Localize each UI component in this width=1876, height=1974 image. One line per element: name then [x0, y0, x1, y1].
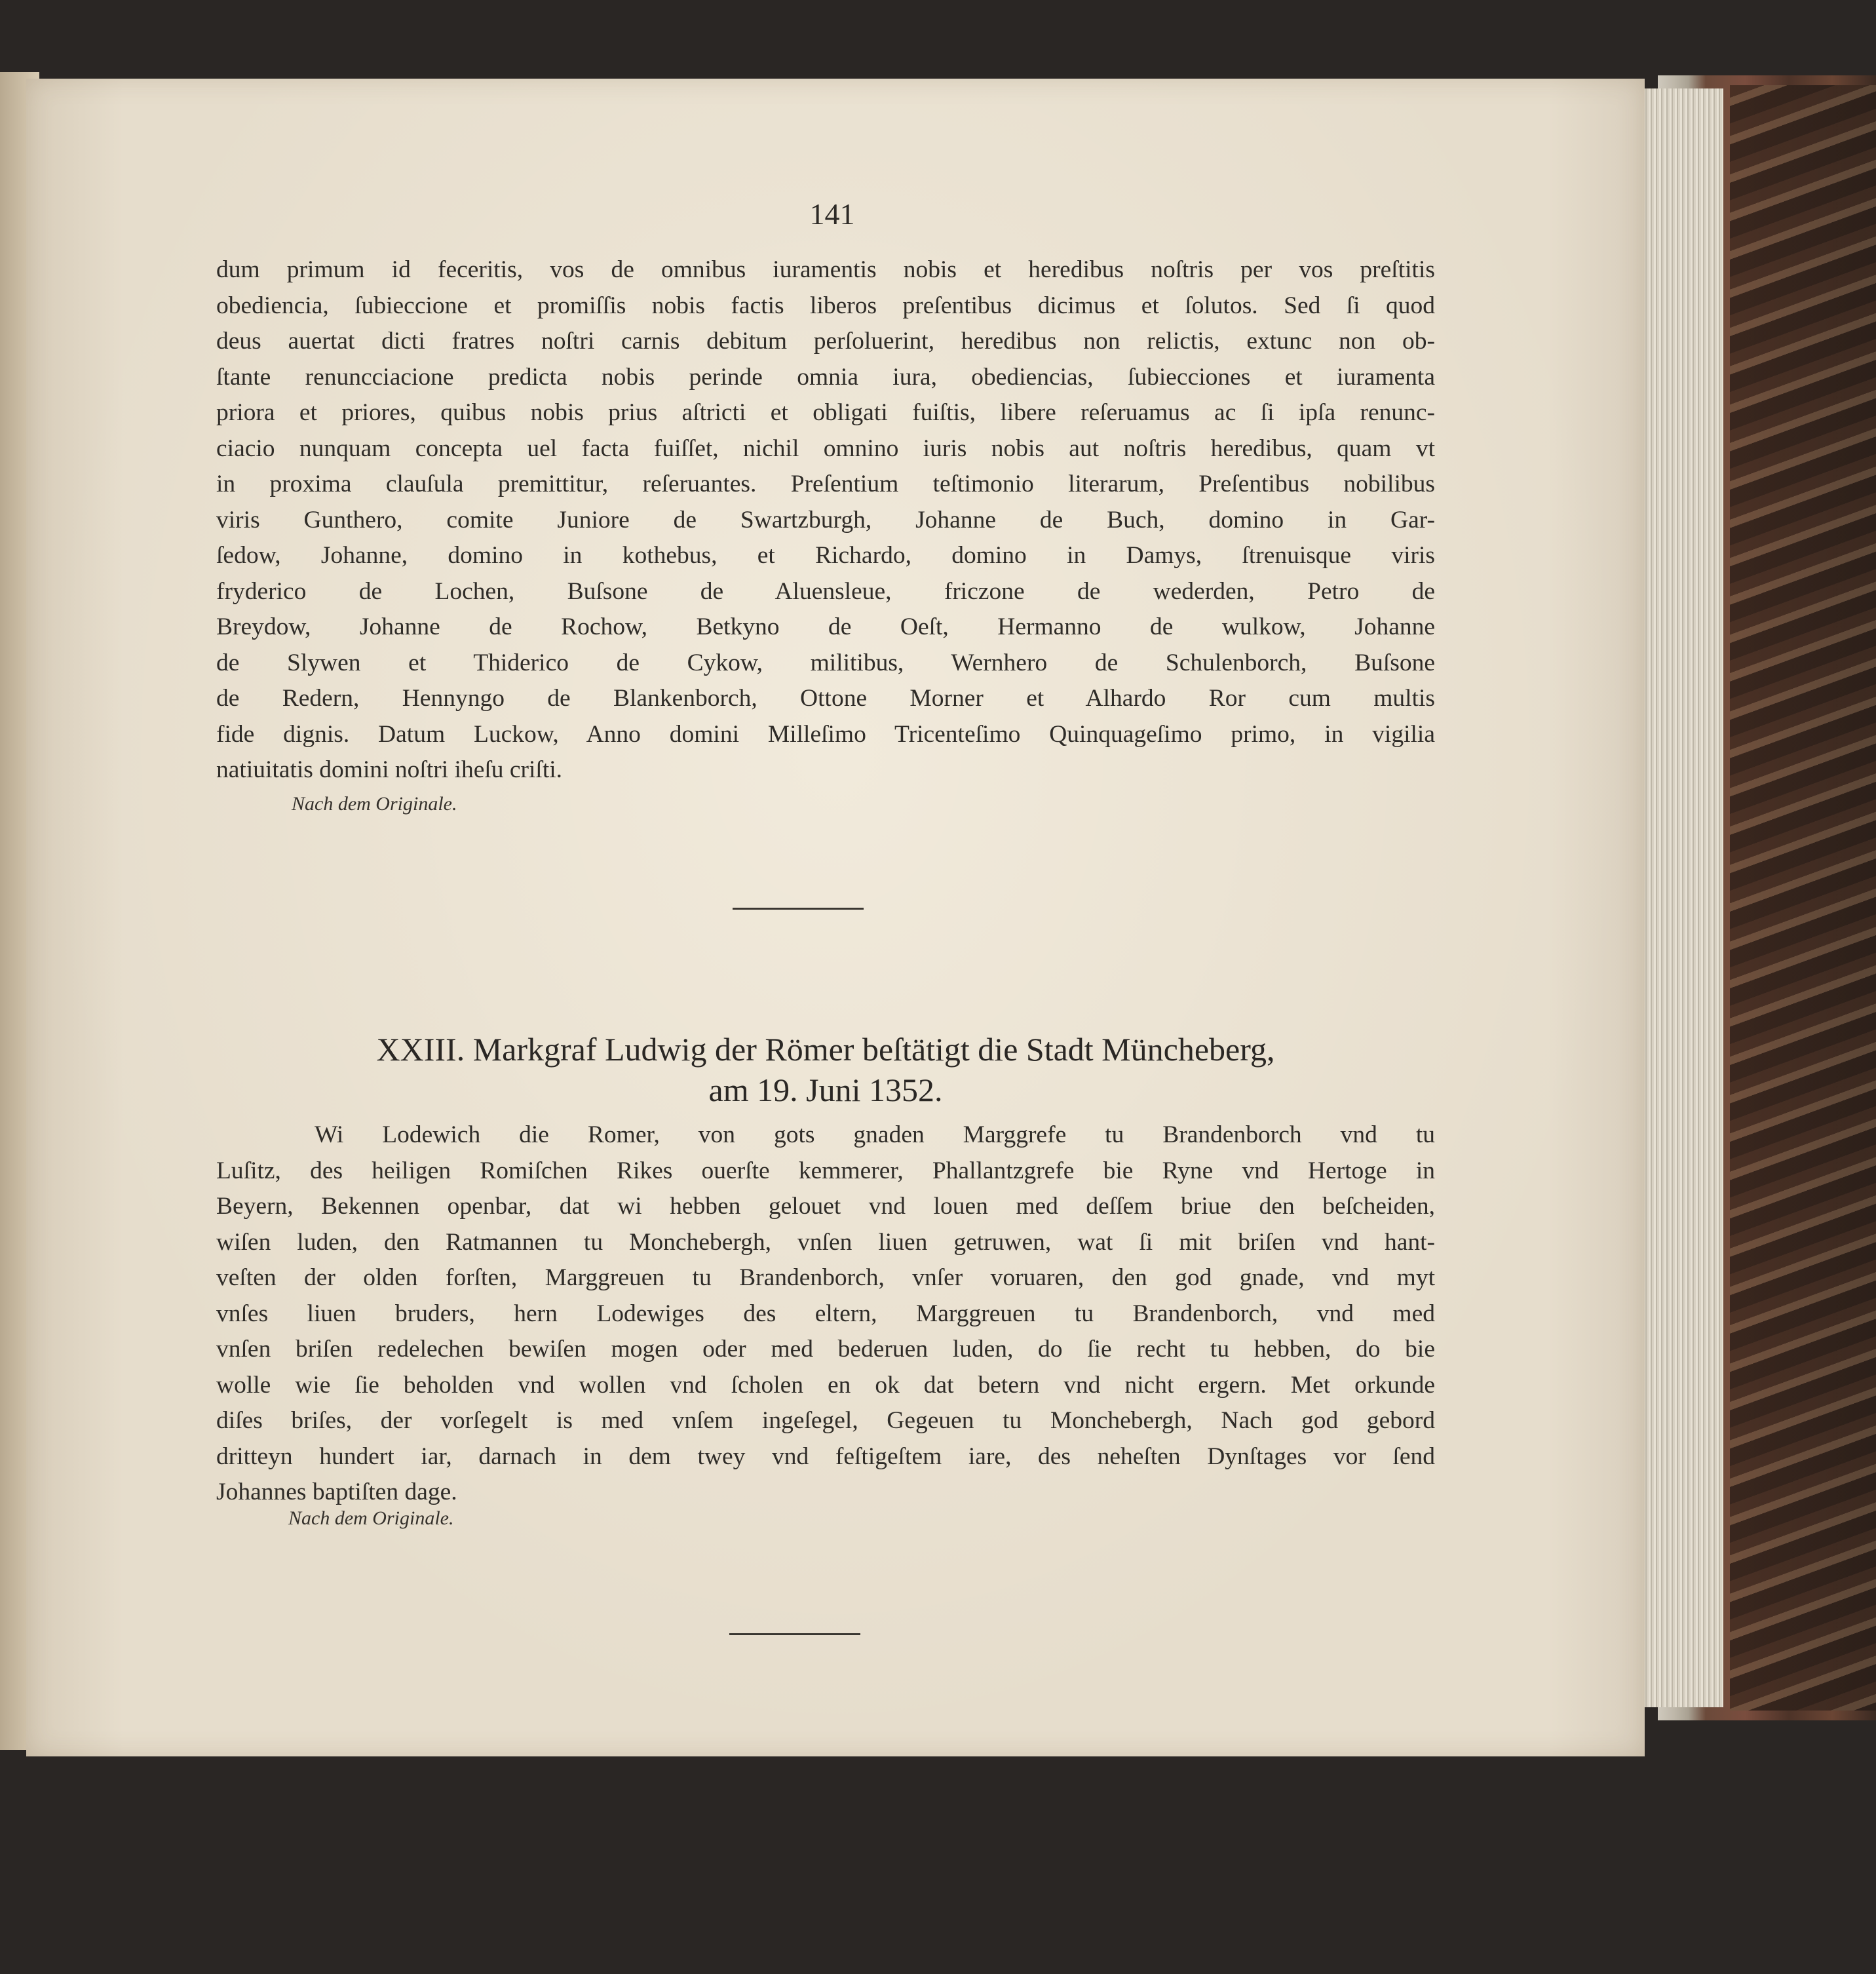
section-heading-line1: XXIII. Markgraf Ludwig der Römer beſtätigt die Stadt Müncheberg, — [376, 1031, 1275, 1068]
text-line: fide dignis. Datum Luckow, Anno domini Milleſimo Tricenteſimo Quinquageſimo primo, in vigilia — [216, 720, 1435, 748]
text-line: dum primum id feceritis, vos de omnibus iuramentis nobis et heredibus noſtris per vos preſtitis — [216, 256, 1435, 283]
text-line: Beyern, Bekennen openbar, dat wi hebben gelouet vnd louen med deſſem briue den beſcheiden, — [216, 1193, 1435, 1220]
text-line: natiuitatis domini noſtri iheſu criſti. — [216, 756, 563, 783]
section1-text — [216, 252, 1435, 788]
text-line: viris Gunthero, comite Juniore de Swartzburgh, Johanne de Buch, domino in Gar- — [216, 506, 1435, 533]
source-note-2: Nach dem Originale. — [288, 1507, 454, 1529]
text-line: Wi Lodewich die Romer, von gots gnaden Marggrefe tu Brandenborch vnd tu — [315, 1121, 1435, 1148]
text-line: dritteyn hundert iar, darnach in dem twey vnd feſtigeſtem iare, des neheſten Dynſtages vor ſend — [216, 1442, 1435, 1470]
text-line: obediencia, ſubieccione et promiſſis nobis factis liberos preſentibus dicimus et ſolutos. Sed ſi quod — [216, 292, 1435, 319]
section-divider-1 — [733, 908, 864, 910]
text-line: de Slywen et Thiderico de Cykow, militibus, Wernhero de Schulenborch, Buſsone — [216, 649, 1435, 676]
text-line: Luſitz, des heiligen Romiſchen Rikes ouerſte kemmerer, Phallantzgrefe bie Ryne vnd Hertoge in — [216, 1157, 1435, 1184]
text-line: wolle wie ſie beholden vnd wollen vnd ſcholen en ok dat betern vnd nicht ergern. Met orkunde — [216, 1371, 1435, 1399]
text-line: vnſen briſen redelechen bewiſen mogen oder med bederuen luden, do ſie recht tu hebben, do bie — [216, 1336, 1435, 1363]
text-line: ſedow, Johanne, domino in kothebus, et Richardo, domino in Damys, ſtrenuisque viris — [216, 542, 1435, 569]
page-number: 141 — [809, 197, 855, 231]
section-divider-2 — [729, 1633, 860, 1635]
section2-text — [216, 1117, 1435, 1511]
text-line: Breydow, Johanne de Rochow, Betkyno de Oeſt, Hermanno de wulkow, Johanne — [216, 613, 1435, 640]
book-page — [26, 79, 1645, 1756]
text-line: ſtante renuncciacione predicta nobis perinde omnia iura, obediencias, ſubiecciones et iuramenta — [216, 363, 1435, 391]
source-note-1: Nach dem Originale. — [292, 793, 457, 815]
text-line: vnſes liuen bruders, hern Lodewiges des eltern, Marggreuen tu Brandenborch, vnd med — [216, 1300, 1435, 1327]
text-line: veſten der olden forſten, Marggreuen tu Brandenborch, vnſer voruaren, den god gnade, vnd myt — [216, 1264, 1435, 1291]
text-line: de Redern, Hennyngo de Blankenborch, Ottone Morner et Alhardo Ror cum multis — [216, 685, 1435, 712]
text-line: priora et priores, quibus nobis prius aſtricti et obligati fuiſtis, libere reſeruamus ac ſi ipſa renunc- — [216, 399, 1435, 426]
text-line: diſes briſes, der vorſegelt is med vnſem ingeſegel, Gegeuen tu Monchebergh, Nach god gebord — [216, 1407, 1435, 1434]
text-line: fryderico de Lochen, Buſsone de Aluensleue, friczone de wederden, Petro de — [216, 577, 1435, 605]
marbled-cover — [1730, 85, 1876, 1711]
section-heading-line2: am 19. Juni 1352. — [708, 1072, 943, 1108]
text-line: wiſen luden, den Ratmannen tu Monchebergh, vnſen liuen getruwen, wat ſi mit briſen vnd hant- — [216, 1228, 1435, 1256]
page-stack-edge — [1638, 88, 1723, 1707]
text-line: in proxima clauſula premittitur, reſeruantes. Preſentium teſtimonio literarum, Preſentibus nobilibus — [216, 471, 1435, 497]
text-line: ciacio nunquam concepta uel facta fuiſſet, nichil omnino iuris nobis aut noſtris heredibus, quam vt — [216, 435, 1435, 462]
text-line: deus auertat dicti fratres noſtri carnis debitum perſoluerint, heredibus non relictis, extunc non ob- — [216, 328, 1435, 355]
text-line: Johannes baptiſten dage. — [216, 1479, 457, 1505]
